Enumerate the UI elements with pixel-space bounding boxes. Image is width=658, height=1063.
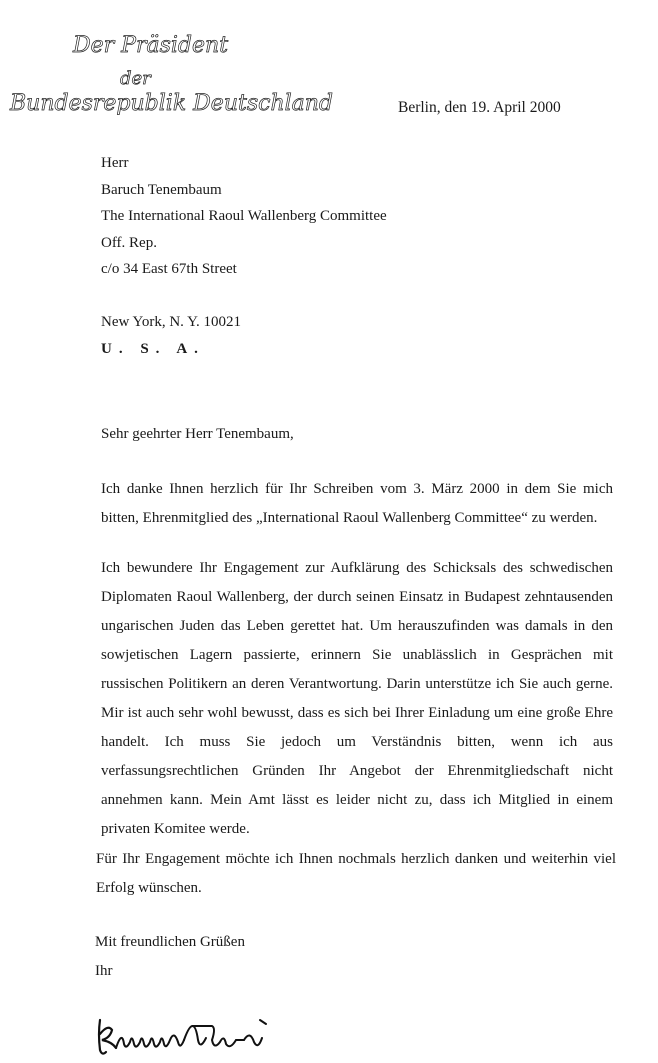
body-paragraph-2: Ich bewundere Ihr Engagement zur Aufklärung des Schicksals des schwedischen Diplomaten Raoul Wallenberg, der durch seinen Einsatz in Budapest zehntausenden ungarischen Juden das Leben gerettet hat. Um herauszufinden was damals in den sowjetischen Lagern passierte, erinnern Sie unablässlich in Gesprächen mit russischen Politikern an deren Verantwortung. Darin unterstütze ich Sie auch gerne. Mir ist auch sehr wohl bewusst, dass es sich bei Ihrer Einladung um eine große Ehre handelt. Ich muss Sie jedoch um Verständnis bitten, wenn ich aus verfassungsrechtlichen Gründen Ihr Angebot der Ehrenmitgliedschaft nicht annehmen kann. Mein Amt lässt es leider nicht zu, dass ich Mitglied in einem privaten Komitee werde.	[101, 560, 613, 837]
signature-drawing	[94, 1000, 284, 1062]
recipient-name: Baruch Tenembaum	[101, 181, 222, 198]
recipient-country: U. S. A.	[101, 340, 205, 357]
letterhead	[8, 30, 334, 130]
recipient-address	[101, 150, 387, 362]
recipient-title: Herr	[101, 155, 129, 171]
salutation: Sehr geehrter Herr Tenembaum,	[101, 426, 294, 442]
closing-phrase: Mit freundlichen Grüßen	[95, 934, 245, 950]
body-paragraph-3: Für Ihr Engagement möchte ich Ihnen nochmals herzlich danken und weiterhin viel Erfolg wünschen.	[96, 851, 616, 896]
closing-word: Ihr	[95, 963, 113, 979]
signature	[94, 1000, 284, 1062]
body-paragraph-1: Ich danke Ihnen herzlich für Ihr Schreiben vom 3. März 2000 in dem Sie mich bitten, Ehrenmitglied des „International Raoul Wallenberg Committee“ zu werden.	[101, 481, 613, 526]
recipient-street: c/o 34 East 67th Street	[101, 261, 237, 277]
recipient-organization: The International Raoul Wallenberg Committee	[101, 208, 387, 224]
closing-block	[95, 928, 245, 986]
letterhead-line3: Bundesrepublik Deutschland	[10, 91, 334, 116]
letterhead-line1: Der Präsident	[73, 33, 229, 58]
recipient-city: New York, N. Y. 10021	[101, 314, 242, 330]
address-gap	[101, 283, 387, 310]
letterhead-line2: der	[120, 68, 151, 89]
recipient-role: Off. Rep.	[101, 234, 157, 251]
letter-date: Berlin, den 19. April 2000	[398, 99, 561, 116]
letterhead-script	[8, 30, 334, 130]
